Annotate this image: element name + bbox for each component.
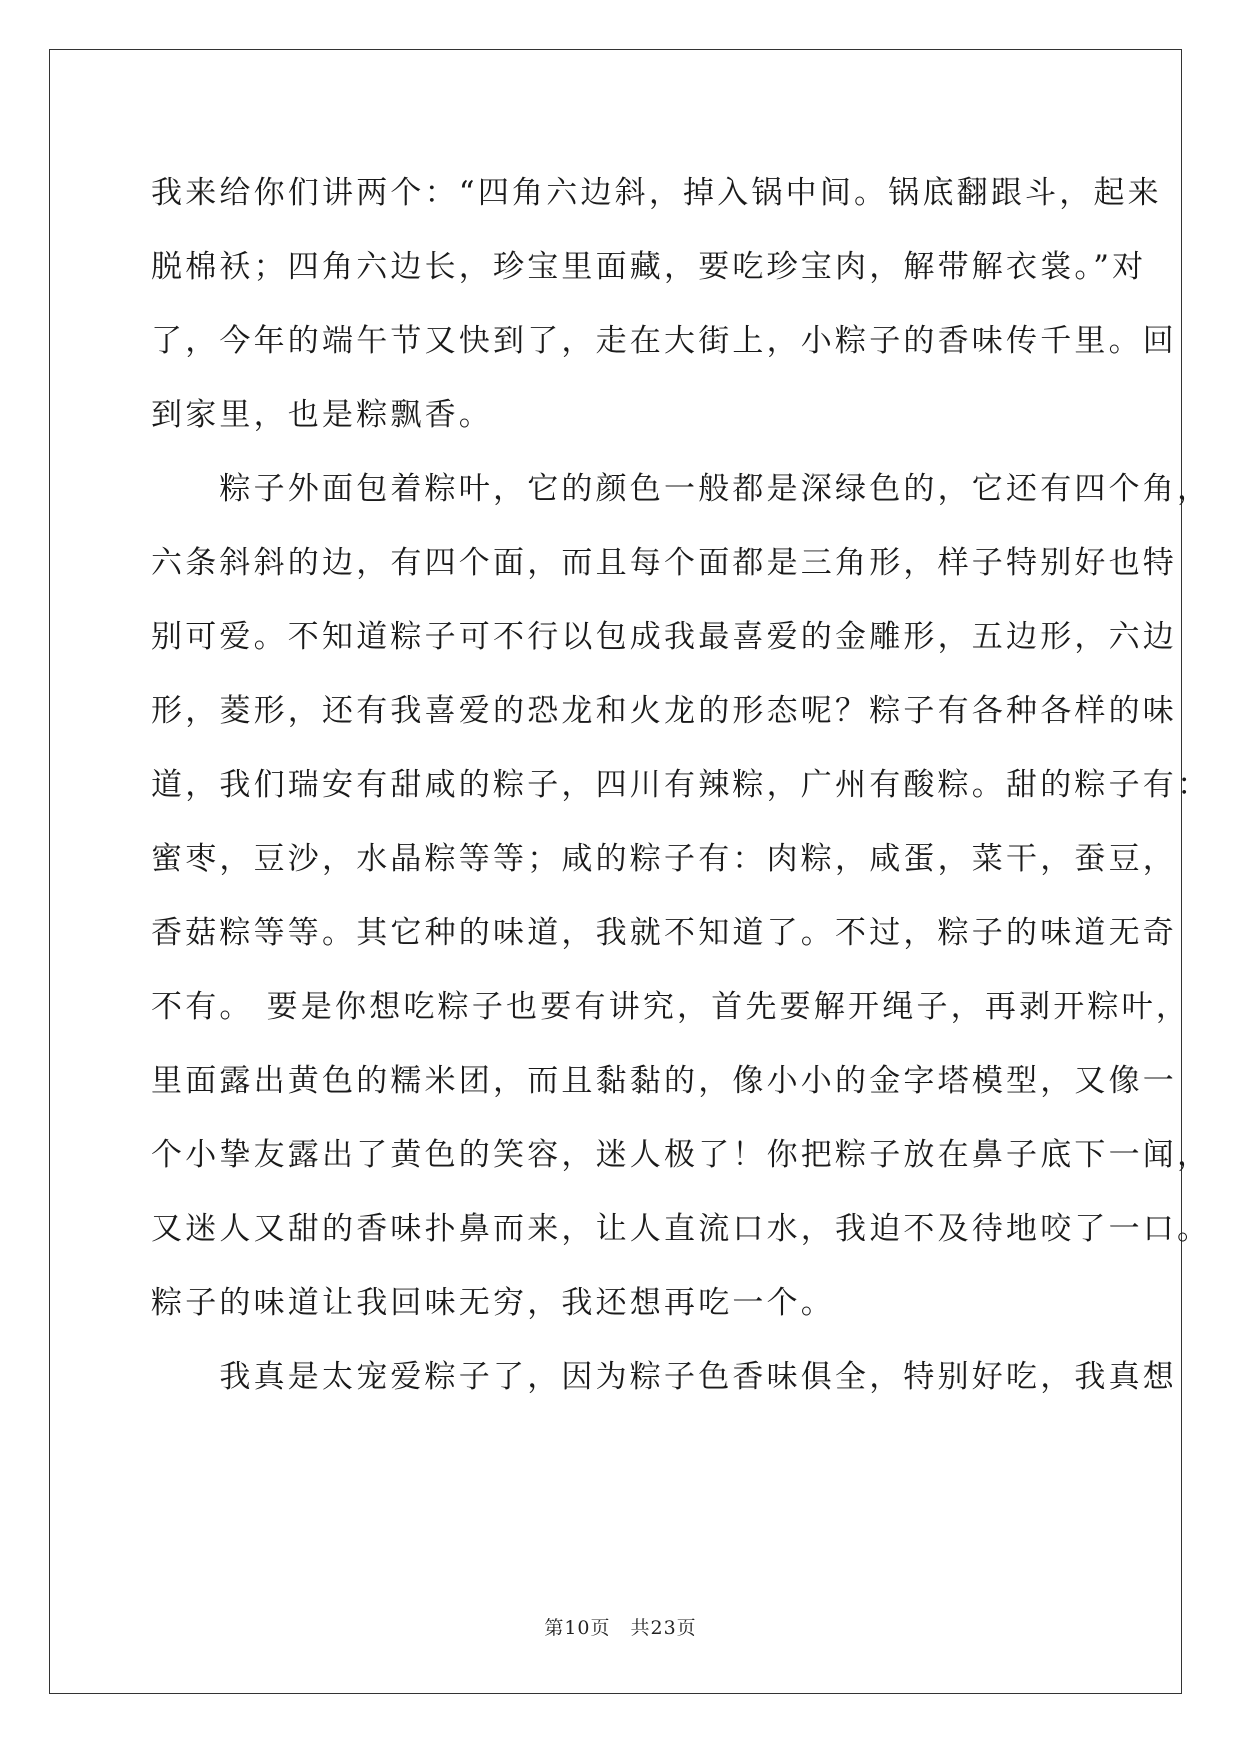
text-line: 道，我们瑞安有甜咸的粽子，四川有辣粽，广州有酸粽。甜的粽子有： (151, 767, 1212, 803)
text-line: 我真是太宠爱粽子了，因为粽子色香味俱全，特别好吃，我真想 (151, 1359, 1177, 1395)
page-number-footer: 第10页 共23页 (544, 1617, 697, 1639)
text-line: 里面露出黄色的糯米团，而且黏黏的，像小小的金字塔模型，又像一 (151, 1063, 1177, 1099)
text-line: 香菇粽等等。其它种的味道，我就不知道了。不过，粽子的味道无奇 (151, 915, 1177, 951)
text-line: 六条斜斜的边，有四个面，而且每个面都是三角形，样子特别好也特 (151, 545, 1177, 581)
document-body (151, 156, 1212, 1414)
text-line: 脱棉袄；四角六边长，珍宝里面藏，要吃珍宝肉，解带解衣裳。”对 (151, 249, 1147, 285)
text-line: 形，菱形，还有我喜爱的恐龙和火龙的形态呢？粽子有各种各样的味 (151, 693, 1177, 729)
text-line: 别可爱。不知道粽子可不行以包成我最喜爱的金雕形，五边形，六边 (151, 619, 1177, 655)
text-line: 我来给你们讲两个：“四角六边斜，掉入锅中间。锅底翻跟斗，起来 (151, 175, 1162, 211)
text-line: 粽子的味道让我回味无穷，我还想再吃一个。 (151, 1285, 835, 1321)
text-line: 蜜枣，豆沙，水晶粽等等；咸的粽子有：肉粽，咸蛋，菜干，蚕豆， (151, 841, 1177, 877)
text-line: 粽子外面包着粽叶，它的颜色一般都是深绿色的，它还有四个角， (151, 471, 1212, 507)
text-line: 了，今年的端午节又快到了，走在大街上，小粽子的香味传千里。回 (151, 323, 1177, 359)
text-line: 不有。 要是你想吃粽子也要有讲究，首先要解开绳子，再剥开粽叶， (151, 989, 1191, 1025)
text-line: 个小挚友露出了黄色的笑容，迷人极了！你把粽子放在鼻子底下一闻， (151, 1137, 1212, 1173)
text-line: 到家里，也是粽飘香。 (151, 397, 493, 433)
text-line: 又迷人又甜的香味扑鼻而来，让人直流口水，我迫不及待地咬了一口。 (151, 1211, 1212, 1247)
